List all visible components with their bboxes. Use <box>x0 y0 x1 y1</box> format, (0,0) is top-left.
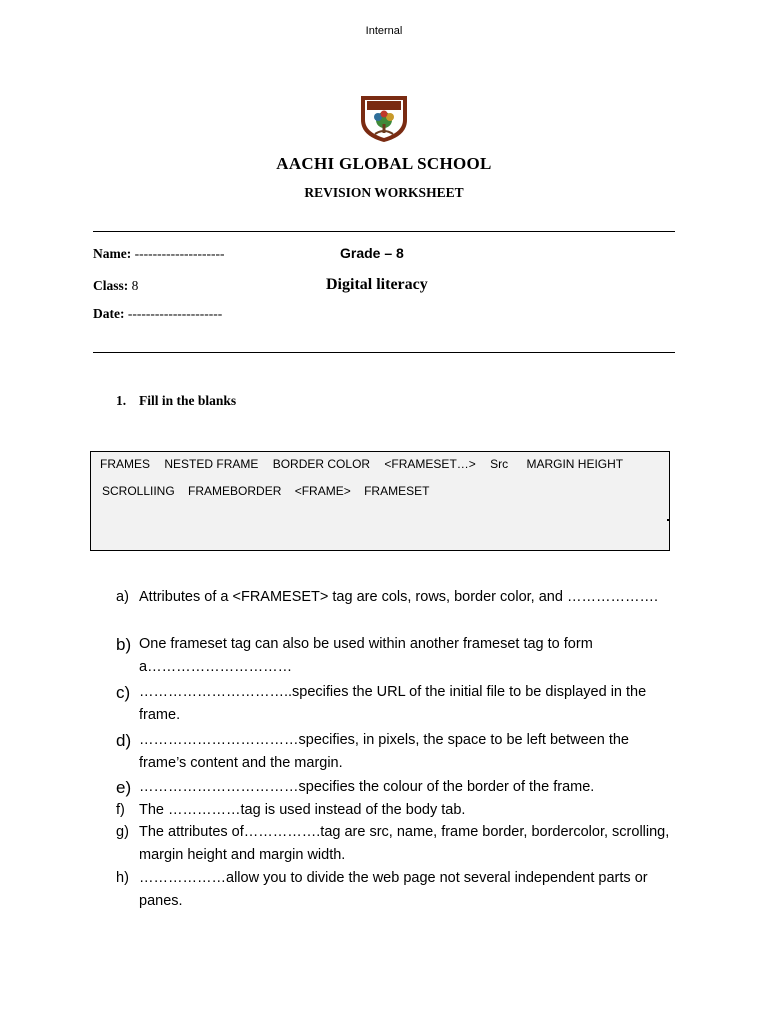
word-bank-word: <FRAMESET…> <box>384 457 476 471</box>
school-name: AACHI GLOBAL SCHOOL <box>276 154 492 173</box>
item-label: d) <box>116 731 132 750</box>
item-label: g) <box>116 824 129 840</box>
box-edge-mark <box>667 519 670 521</box>
school-logo <box>357 90 411 144</box>
date-blank: --------------------- <box>124 306 223 321</box>
class-value: 8 <box>128 278 139 293</box>
item-text: ………………allow you to divide the web page not several independent parts or panes. <box>139 870 648 909</box>
word-bank-word: SCROLLIING <box>102 484 175 498</box>
word-bank-word: NESTED FRAME <box>164 457 259 471</box>
question-item-h <box>116 867 676 913</box>
name-field <box>93 246 225 262</box>
word-bank-word: MARGIN HEIGHT <box>526 457 624 471</box>
item-text: …………………………..specifies the URL of the initial file to be displayed in the frame. <box>139 684 647 723</box>
question-item-a <box>116 586 676 609</box>
question-item-d <box>116 729 676 775</box>
date-field <box>93 306 222 322</box>
worksheet-title: REVISION WORKSHEET <box>304 185 464 200</box>
word-bank-row <box>100 457 623 471</box>
word-bank-word: FRAMES <box>100 457 151 471</box>
name-blank: -------------------- <box>131 246 225 261</box>
item-text: ……………………………specifies, in pixels, the space to be left between the frame’s content and the margin. <box>139 732 629 771</box>
divider-top <box>93 231 675 232</box>
school-crest-icon <box>357 90 411 144</box>
class-label: Class: <box>93 278 129 293</box>
class-field <box>93 278 138 294</box>
item-label: a) <box>116 589 129 605</box>
subject-label: Digital literacy <box>326 276 428 293</box>
word-bank-box <box>90 451 670 551</box>
question-item-e <box>116 776 676 799</box>
divider-bottom <box>93 352 675 353</box>
item-label: c) <box>116 683 131 702</box>
question-title: Fill in the blanks <box>139 393 237 408</box>
question-item-c <box>116 681 676 727</box>
classification-label: Internal <box>365 25 403 37</box>
word-bank-word: Src <box>490 457 509 471</box>
grade-label: Grade – 8 <box>340 245 404 261</box>
question-item-f <box>116 799 676 822</box>
item-text: Attributes of a <FRAMESET> tag are cols, rows, border color, and ………………. <box>139 589 658 605</box>
question-number: 1. <box>116 393 127 408</box>
word-bank-word: <FRAME> <box>294 484 351 498</box>
word-bank-word: BORDER COLOR <box>272 457 371 471</box>
item-text: The ……………tag is used instead of the body tab. <box>139 802 466 818</box>
word-bank-row <box>102 484 429 498</box>
item-text: The attributes of…………….tag are src, name, frame border, bordercolor, scrolling, margin height and margin width. <box>139 824 670 863</box>
question-item-g <box>116 821 676 867</box>
question-item-b <box>116 633 676 679</box>
word-bank-word: FRAMESET <box>364 484 430 498</box>
word-bank-word: FRAMEBORDER <box>188 484 282 498</box>
item-text: One frameset tag can also be used within another frameset tag to form a………………………… <box>139 636 593 675</box>
item-text: ……………………………specifies the colour of the border of the frame. <box>139 779 595 795</box>
item-label: f) <box>116 802 125 818</box>
item-label: h) <box>116 870 129 886</box>
name-label: Name: <box>93 246 132 261</box>
date-label: Date: <box>93 306 125 321</box>
item-label: e) <box>116 778 132 797</box>
item-label: b) <box>116 635 132 654</box>
